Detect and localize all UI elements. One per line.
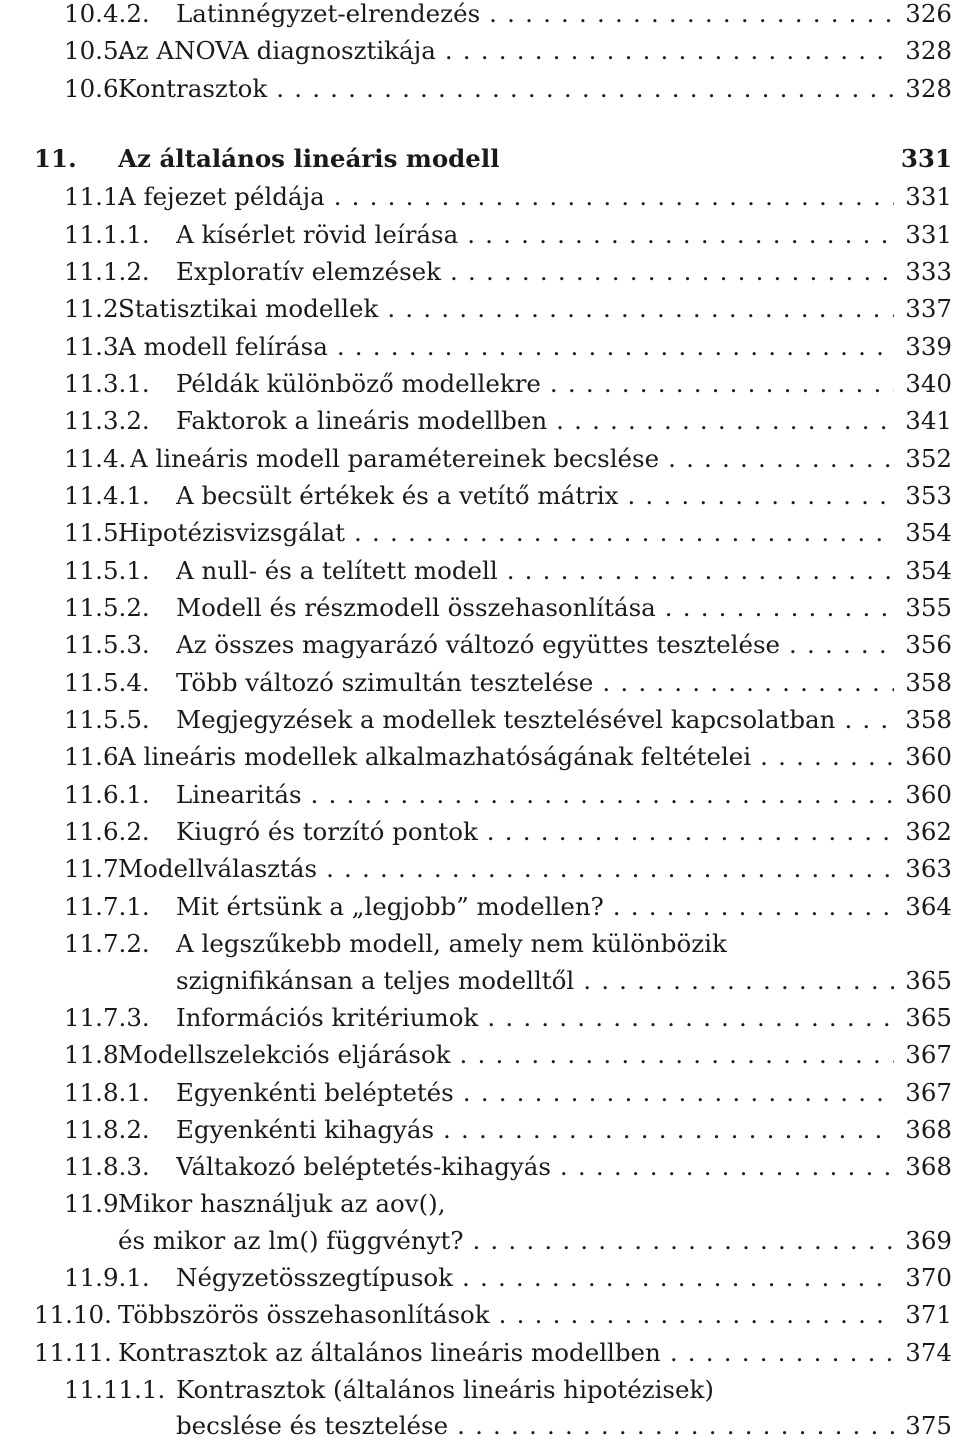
toc-entry-number: 11.3. bbox=[64, 332, 127, 361]
toc-entry-page-number: 360 bbox=[905, 780, 952, 809]
toc-entry-page-number: 368 bbox=[905, 1115, 952, 1144]
toc-entry-title: Egyenkénti beléptetés . . . bbox=[176, 1074, 894, 1112]
toc-entry-number: 10.4.2. bbox=[64, 0, 150, 28]
toc-entry-page-number: 354 bbox=[905, 518, 952, 547]
toc-entry-number: 11.7. bbox=[64, 854, 127, 883]
toc-entry-number: 11.3.2. bbox=[64, 406, 150, 435]
toc-entry-page-number: 341 bbox=[905, 406, 952, 435]
toc-entry-title: A becsült értékek és a vetítő mátrix . . . bbox=[176, 477, 894, 515]
toc-entry-number: 10.6. bbox=[64, 74, 127, 103]
toc-entry-title: Kontrasztok (általános lineáris hipotézisek) bbox=[176, 1375, 714, 1404]
toc-entry-page-number: 364 bbox=[905, 892, 952, 921]
toc-entry-number: 11.4. bbox=[64, 444, 127, 473]
toc-entry-number: 11.7.3. bbox=[64, 1003, 150, 1032]
toc-entry-title: Az összes magyarázó változó együttes tesztelése . . . bbox=[176, 626, 894, 664]
toc-entry-number: 11.2. bbox=[64, 294, 127, 323]
toc-entry-number: 11.9. bbox=[64, 1189, 127, 1218]
toc-entry-page-number: 331 bbox=[905, 182, 952, 211]
toc-entry-number: 11.5.5. bbox=[64, 705, 150, 734]
toc-entry-title: A null- és a telített modell . . . bbox=[176, 552, 894, 590]
toc-entry-page-number: 328 bbox=[905, 74, 952, 103]
toc-entry-page-number: 333 bbox=[905, 257, 952, 286]
toc-entry-title: Modellszelekciós eljárások . . . bbox=[118, 1036, 894, 1074]
toc-entry-page-number: 360 bbox=[905, 742, 952, 771]
toc-entry-title: Több változó szimultán tesztelése . . . bbox=[176, 664, 894, 702]
toc-entry-title: Kontrasztok az általános lineáris modellben . . . bbox=[118, 1334, 894, 1372]
toc-entry-number: 11.5.4. bbox=[64, 668, 150, 697]
toc-entry-page-number: 369 bbox=[905, 1226, 952, 1255]
toc-entry-page-number: 370 bbox=[905, 1263, 952, 1292]
toc-entry-page-number: 371 bbox=[905, 1300, 952, 1329]
toc-entry-page-number: 367 bbox=[905, 1078, 952, 1107]
toc-entry-title-continuation: szignifikánsan a teljes modelltől . . . bbox=[176, 962, 894, 1000]
toc-entry-title: Váltakozó beléptetés-kihagyás . . . bbox=[176, 1148, 894, 1186]
toc-entry-number: 11. bbox=[34, 144, 77, 173]
toc-entry-title: Megjegyzések a modellek tesztelésével kapcsolatban . . . bbox=[176, 701, 894, 739]
toc-entry-page-number: 365 bbox=[905, 1003, 952, 1032]
toc-entry-number: 11.4.1. bbox=[64, 481, 150, 510]
toc-entry-title: Mit értsünk a „legjobb” modellen? . . . bbox=[176, 888, 894, 926]
toc-entry-page-number: 337 bbox=[905, 294, 952, 323]
toc-entry-number: 11.5.2. bbox=[64, 593, 150, 622]
toc-entry-title: Az általános lineáris modell bbox=[118, 144, 500, 173]
toc-entry-title: Egyenkénti kihagyás . . . bbox=[176, 1111, 894, 1149]
toc-entry-page-number: 356 bbox=[905, 630, 952, 659]
toc-entry-number: 11.5.1. bbox=[64, 556, 150, 585]
toc-entry-title: Többszörös összehasonlítások . . . bbox=[118, 1296, 894, 1334]
toc-entry-title: Információs kritériumok . . . bbox=[176, 999, 894, 1037]
toc-entry-title: Latinnégyzet-elrendezés . . . bbox=[176, 0, 894, 33]
toc-entry-title-continuation: és mikor az lm() függvényt? . . . bbox=[118, 1222, 894, 1260]
toc-entry-number: 11.1.2. bbox=[64, 257, 150, 286]
toc-entry-title: Faktorok a lineáris modellben . . . bbox=[176, 402, 894, 440]
toc-entry-page-number: 340 bbox=[905, 369, 952, 398]
toc-entry-number: 11.5. bbox=[64, 518, 127, 547]
toc-entry-title: A lineáris modell paramétereinek becslése . . . bbox=[130, 440, 894, 478]
toc-entry-page-number: 352 bbox=[905, 444, 952, 473]
toc-entry-page-number: 354 bbox=[905, 556, 952, 585]
toc-entry-number: 11.10. bbox=[34, 1300, 112, 1329]
toc-entry-title: A kísérlet rövid leírása . . . bbox=[176, 216, 894, 254]
toc-entry-number: 11.8.2. bbox=[64, 1115, 150, 1144]
toc-entry-page-number: 331 bbox=[905, 220, 952, 249]
toc-entry-number: 11.6.2. bbox=[64, 817, 150, 846]
toc-entry-number: 11.11.1. bbox=[64, 1375, 166, 1404]
toc-entry-number: 11.9.1. bbox=[64, 1263, 150, 1292]
toc-entry-number: 11.7.1. bbox=[64, 892, 150, 921]
toc-entry-page-number: 374 bbox=[905, 1338, 952, 1367]
toc-entry-number: 11.1. bbox=[64, 182, 127, 211]
toc-entry-title: Mikor használjuk az aov(), bbox=[118, 1189, 446, 1218]
toc-entry-title: A lineáris modellek alkalmazhatóságának feltételei . . . bbox=[118, 738, 894, 776]
toc-entry-number: 11.6.1. bbox=[64, 780, 150, 809]
toc-entry-page-number: 363 bbox=[905, 854, 952, 883]
toc-entry-page-number: 358 bbox=[905, 705, 952, 734]
toc-entry-number: 11.3.1. bbox=[64, 369, 150, 398]
toc-entry-title: Statisztikai modellek . . . bbox=[118, 290, 894, 328]
toc-entry-title: A legszűkebb modell, amely nem különbözik bbox=[176, 929, 727, 958]
toc-entry-page-number: 375 bbox=[905, 1411, 952, 1440]
toc-entry-page-number: 326 bbox=[905, 0, 952, 28]
toc-entry-number: 11.6. bbox=[64, 742, 127, 771]
toc-entry-page-number: 368 bbox=[905, 1152, 952, 1181]
toc-entry-number: 11.8.3. bbox=[64, 1152, 150, 1181]
toc-entry-title: Kontrasztok . . . bbox=[118, 70, 894, 108]
toc-entry-number: 11.1.1. bbox=[64, 220, 150, 249]
toc-entry-page-number: 362 bbox=[905, 817, 952, 846]
toc-entry-page-number: 328 bbox=[905, 36, 952, 65]
toc-entry-number: 10.5. bbox=[64, 36, 127, 65]
toc-entry-title: Exploratív elemzések . . . bbox=[176, 253, 894, 291]
toc-entry-page-number: 353 bbox=[905, 481, 952, 510]
toc-entry-number: 11.8. bbox=[64, 1040, 127, 1069]
toc-entry-page-number: 367 bbox=[905, 1040, 952, 1069]
toc-entry-title: Hipotézisvizsgálat . . . bbox=[118, 514, 894, 552]
toc-entry-number: 11.11. bbox=[34, 1338, 112, 1367]
toc-entry-title: Linearitás . . . bbox=[176, 776, 894, 814]
toc-entry-title: A modell felírása . . . bbox=[118, 328, 894, 366]
toc-entry-title: Példák különböző modellekre . . . bbox=[176, 365, 894, 403]
toc-entry-title: Az ANOVA diagnosztikája . . . bbox=[118, 32, 894, 70]
toc-entry-page-number: 339 bbox=[905, 332, 952, 361]
toc-entry-title: A fejezet példája . . . bbox=[118, 178, 894, 216]
toc-entry-number: 11.8.1. bbox=[64, 1078, 150, 1107]
toc-entry-title-continuation: becslése és tesztelése . . . bbox=[176, 1407, 894, 1445]
toc-entry-page-number: 331 bbox=[900, 144, 952, 173]
toc-entry-title: Négyzetösszegtípusok . . . bbox=[176, 1259, 894, 1297]
toc-entry-page-number: 365 bbox=[905, 966, 952, 995]
toc-entry-page-number: 358 bbox=[905, 668, 952, 697]
toc-entry-title: Kiugró és torzító pontok . . . bbox=[176, 813, 894, 851]
toc-entry-title: Modell és részmodell összehasonlítása . . . bbox=[176, 589, 894, 627]
toc-entry-title: Modellválasztás . . . bbox=[118, 850, 894, 888]
toc-entry-page-number: 355 bbox=[905, 593, 952, 622]
toc-entry-number: 11.5.3. bbox=[64, 630, 150, 659]
toc-entry-number: 11.7.2. bbox=[64, 929, 150, 958]
